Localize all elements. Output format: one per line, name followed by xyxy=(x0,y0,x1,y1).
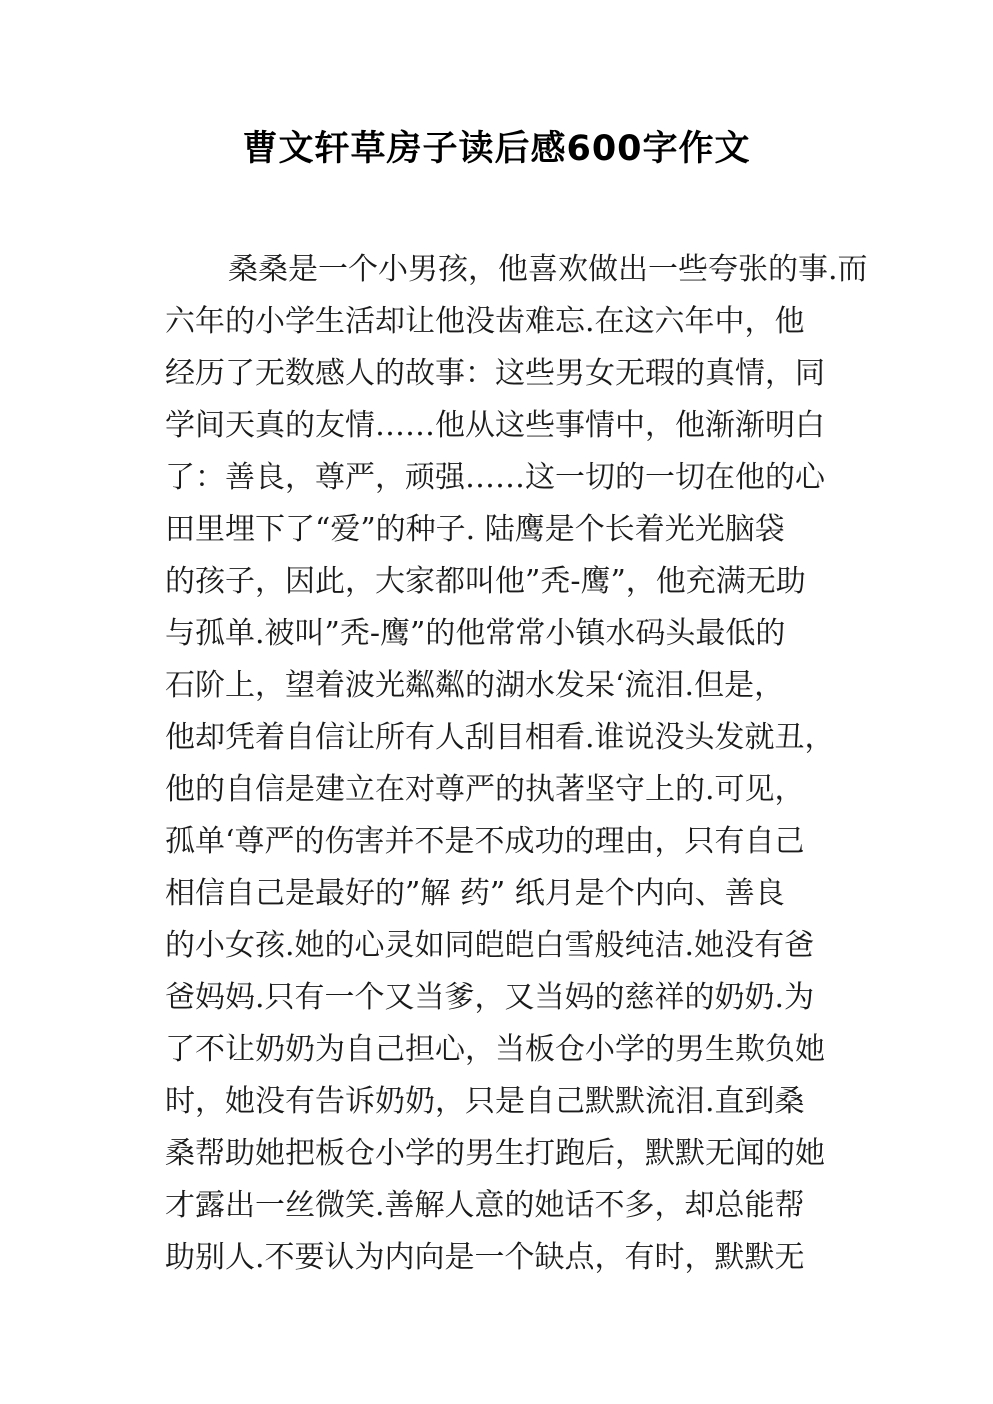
paragraph-line: 爸妈妈.只有一个又当爹，又当妈的慈祥的奶奶.为 xyxy=(165,980,815,1015)
paragraph-line: 他的自信是建立在对尊严的执著坚守上的.可见， xyxy=(165,772,805,807)
paragraph-line: 他却凭着自信让所有人刮目相看.谁说没头发就丑， xyxy=(165,720,835,755)
paragraph-line: 的小女孩.她的心灵如同皑皑白雪般纯洁.她没有爸 xyxy=(165,928,815,963)
paragraph-line: 孤单‘尊严的伤害并不是不成功的理由，只有自己 xyxy=(165,824,805,859)
paragraph-line: 六年的小学生活却让他没齿难忘.在这六年中，他 xyxy=(165,304,805,339)
document-body xyxy=(165,244,885,1284)
paragraph-line: 桑帮助她把板仓小学的男生打跑后，默默无闻的她 xyxy=(165,1136,825,1171)
paragraph-line: 桑桑是一个小男孩，他喜欢做出一些夸张的事.而 xyxy=(228,252,868,287)
document-title: 曹文轩草房子读后感600字作文 xyxy=(242,129,751,169)
paragraph-line: 石阶上，望着波光粼粼的湖水发呆‘流泪.但是， xyxy=(165,668,785,703)
paragraph-line: 学间天真的友情……他从这些事情中，他渐渐明白 xyxy=(165,408,825,443)
paragraph-line: 了：善良，尊严，顽强……这一切的一切在他的心 xyxy=(165,460,825,495)
paragraph-line: 了不让奶奶为自己担心，当板仓小学的男生欺负她 xyxy=(165,1032,825,1067)
paragraph-line: 的孩子，因此，大家都叫他”秃-鹰”，他充满无助 xyxy=(165,564,806,599)
paragraph-line: 经历了无数感人的故事：这些男女无瑕的真情，同 xyxy=(165,356,825,391)
paragraph-line: 相信自己是最好的”解 药” 纸月是个内向、善良 xyxy=(165,876,785,911)
paragraph-line: 田里埋下了“爱”的种子. 陆鹰是个长着光光脑袋 xyxy=(165,512,785,547)
paragraph-line: 与孤单.被叫”秃-鹰”的他常常小镇水码头最低的 xyxy=(165,616,786,651)
paragraph-line: 才露出一丝微笑.善解人意的她话不多，却总能帮 xyxy=(165,1188,805,1223)
paragraph-line: 助别人.不要认为内向是一个缺点，有时，默默无 xyxy=(165,1240,805,1275)
paragraph-line: 时，她没有告诉奶奶，只是自己默默流泪.直到桑 xyxy=(165,1084,805,1119)
